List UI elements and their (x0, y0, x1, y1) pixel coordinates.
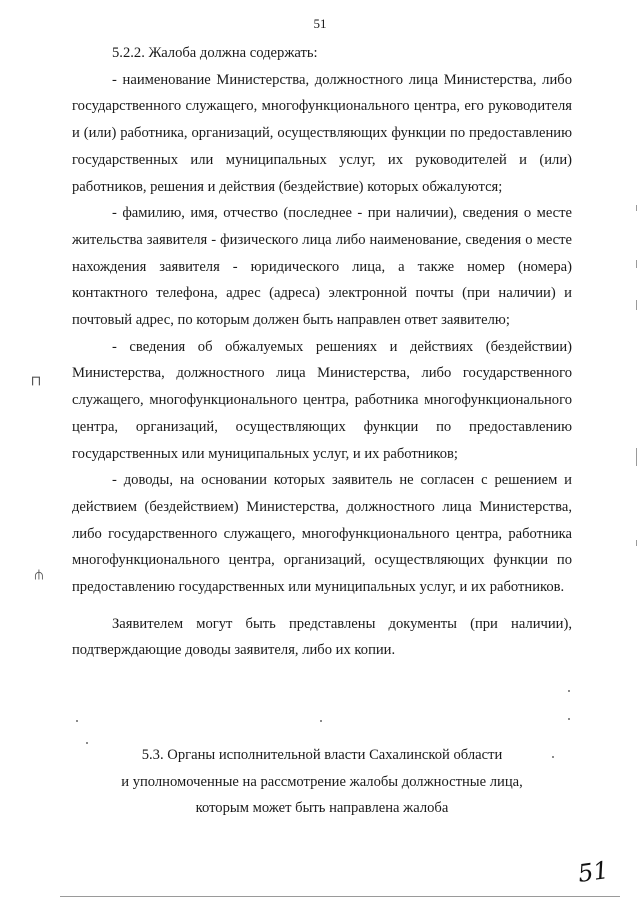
right-edge-mark (636, 448, 637, 466)
bottom-rule (60, 896, 620, 897)
scan-dot (320, 720, 322, 722)
section-heading-line: 5.3. Органы исполнительной власти Сахалинской области (141, 747, 503, 763)
right-edge-mark (636, 205, 637, 211)
scan-dot (552, 756, 554, 758)
left-margin-mark: ⋲ (32, 569, 45, 580)
body-text (72, 40, 572, 664)
right-edge-mark (636, 300, 637, 310)
list-item-applicant-details: - фамилию, имя, отчество (последнее - при наличии), сведения о месте жительства заявителя - физического лица либо наименование, сведения о месте нахождения заявителя - юридического лица, а также номер (номера) контактного телефона, адрес (адреса) электронной почты (при наличии) и почтовый адрес, по которым должен быть направлен ответ заявителю; (72, 205, 572, 329)
scan-dot (86, 742, 88, 744)
left-margin-mark: ⊏ (27, 375, 44, 387)
scan-dot (568, 690, 570, 692)
section-heading-line: и уполномоченные на рассмотрение жалобы должностные лица, (121, 773, 523, 790)
list-item-appealed-decisions: - сведения об обжалуемых решениях и действиях (бездействии) Министерства, должностного лица Министерства, либо государственного служащего, многофункционального центра, работника многофункционального центра, организаций, осуществляющих функции по предоставлению государственных или муниципальных услуг, и их работников; (72, 338, 572, 462)
list-item-arguments: - доводы, на основании которых заявитель не согласен с решением и действием (бездействием) Министерства, должностного лица Министерства, либо государственного служащего, многофункционального центра, работника многофункционального центра, организаций, осуществляющих функции по предоставлению государственных или муниципальных услуг, и их работников. (72, 472, 572, 596)
section-heading-line: которым может быть направлена жалоба (195, 800, 449, 816)
list-item-ministry-name: - наименование Министерства, должностного лица Министерства, либо государственного служащего, многофункционального центра, его руководителя и (или) работника, организаций, осуществляющих функции по предоставлению государственных или муниципальных услуг, их руководителей и (или) работников, решения и действия (бездействие) которых обжалуются; (72, 71, 572, 195)
supporting-documents-paragraph: Заявителем могут быть представлены документы (при наличии), подтверждающие доводы заявителя, либо их копии. (72, 615, 572, 659)
section-5-3-heading (72, 742, 572, 822)
clause-5-2-2-heading: 5.2.2. Жалоба должна содержать: (112, 45, 318, 61)
right-edge-mark (636, 260, 637, 268)
scan-dot (76, 720, 78, 722)
page-number: 51 (313, 16, 327, 31)
scan-dot (568, 718, 570, 720)
right-edge-mark (636, 540, 637, 546)
handwritten-page-number: 51 (576, 856, 611, 888)
